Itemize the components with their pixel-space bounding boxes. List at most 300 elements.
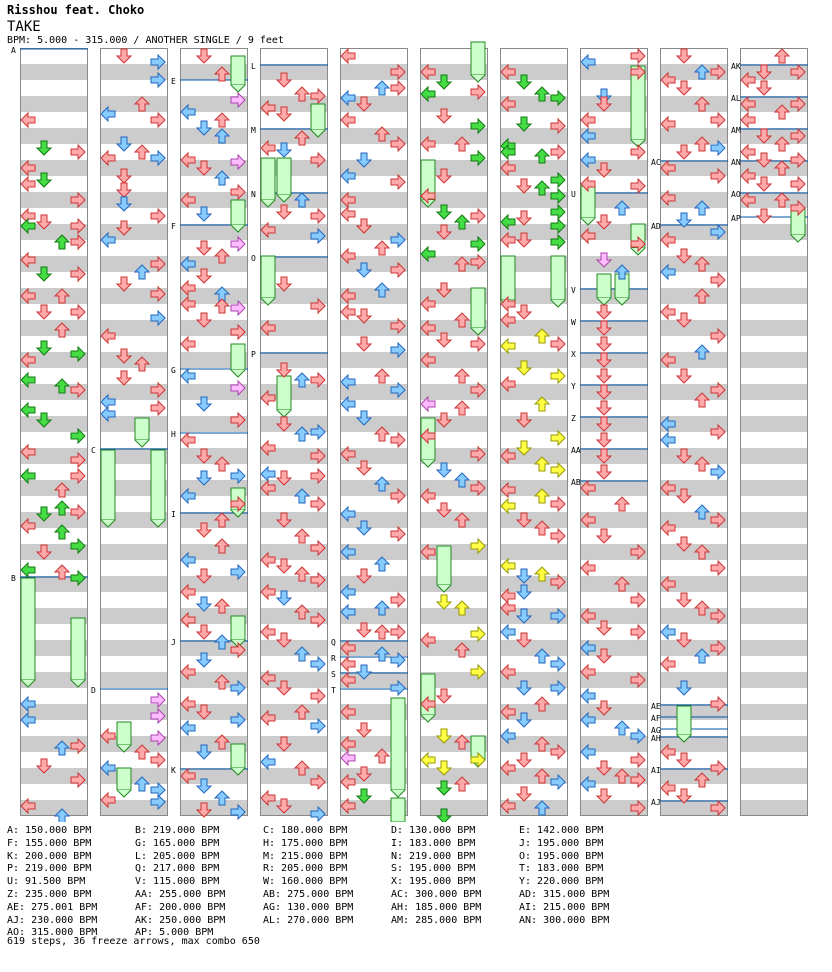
step-arrow (295, 529, 309, 543)
step-arrow (517, 211, 531, 225)
bpm-legend-entry: S: 195.000 BPM (391, 863, 476, 875)
step-arrow (581, 113, 595, 127)
freeze-arrow (311, 104, 325, 130)
step-arrow (471, 209, 485, 223)
step-arrow (181, 721, 195, 735)
step-arrow (215, 113, 229, 127)
bpm-legend-entry: AB: 275.000 BPM (263, 889, 354, 900)
beat-band (660, 544, 728, 560)
beat-band (100, 192, 168, 208)
bpm-change-label: AB (571, 478, 581, 487)
bpm-legend-entry: Y: 220.000 BPM (519, 876, 604, 888)
beat-band (20, 64, 88, 80)
step-arrow (517, 305, 531, 319)
freeze-arrow (231, 56, 245, 85)
step-arrow (661, 657, 675, 671)
step-arrow (197, 625, 211, 639)
step-arrow (501, 559, 515, 573)
bpm-legend-entry: P: 219.000 BPM (7, 863, 92, 875)
step-arrow (261, 625, 275, 639)
bpm-change-label: AI (651, 766, 661, 775)
bpm-legend-entry: C: 180.000 BPM (263, 825, 348, 836)
freeze-arrow (551, 256, 565, 300)
step-arrow (677, 753, 691, 767)
step-arrow (741, 145, 755, 159)
beat-band (180, 128, 248, 144)
freeze-arrow (231, 616, 245, 640)
step-arrow (551, 497, 565, 511)
bpm-change-label: B (11, 574, 16, 583)
step-arrow (501, 339, 515, 353)
step-arrow (711, 273, 725, 287)
beat-band (740, 704, 808, 720)
step-arrow (661, 305, 675, 319)
beat-band (660, 448, 728, 464)
beat-band (420, 576, 488, 592)
freeze-arrow-tail (231, 85, 245, 92)
step-arrow (341, 657, 355, 671)
freeze-arrow (101, 450, 115, 520)
bpm-legend-entry: AE: 275.001 BPM (7, 901, 98, 913)
bpm-legend-entry: AN: 300.000 BPM (519, 914, 610, 926)
beat-band (740, 512, 808, 528)
bpm-change-label: L (251, 62, 256, 71)
beat-band (740, 320, 808, 336)
step-arrow (631, 593, 645, 607)
step-arrow (311, 689, 325, 703)
freeze-arrow (71, 618, 85, 680)
step-arrow (501, 625, 515, 639)
beat-band (500, 640, 568, 656)
freeze-arrow (261, 256, 275, 298)
beat-band (100, 672, 168, 688)
beat-band (500, 416, 568, 432)
step-arrow (151, 113, 165, 127)
freeze-arrow-tail (231, 370, 245, 377)
bpm-legend-entry: F: 155.000 BPM (7, 837, 92, 849)
beat-band (340, 416, 408, 432)
step-arrow (341, 113, 355, 127)
chart-summary: 619 steps, 36 freeze arrows, max combo 650 (7, 936, 260, 947)
step-arrow (391, 433, 405, 447)
freeze-arrow (277, 376, 291, 410)
beat-band (740, 768, 808, 784)
step-arrow (471, 627, 485, 641)
step-arrow (517, 753, 531, 767)
beat-band (20, 128, 88, 144)
step-arrow (311, 497, 325, 511)
bpm-legend-entry: AI: 215.000 BPM (519, 901, 610, 913)
beat-band (500, 352, 568, 368)
freeze-arrow (391, 798, 405, 822)
bpm-change-label: T (331, 686, 336, 695)
beat-band (580, 416, 648, 432)
beat-band (420, 768, 488, 784)
bpm-change-label: F (171, 222, 176, 231)
beat-band (260, 512, 328, 528)
beat-band (580, 288, 648, 304)
bpm-change-label: U (571, 190, 576, 199)
bpm-change-label: AK (731, 62, 741, 71)
freeze-arrow (437, 546, 451, 585)
bpm-change-label: AM (731, 126, 741, 135)
step-arrow (181, 433, 195, 447)
bpm-change-label: Q (331, 638, 336, 647)
bpm-legend-entry: G: 165.000 BPM (135, 837, 220, 849)
bpm-legend-entry: Q: 217.000 BPM (135, 863, 220, 875)
beat-band (740, 672, 808, 688)
beat-band (260, 352, 328, 368)
step-arrow (597, 305, 611, 319)
bpm-change-label: E (171, 77, 176, 86)
step-arrow (711, 113, 725, 127)
bpm-legend-entry: Z: 235.000 BPM (7, 889, 92, 900)
bpm-legend-entry: AD: 315.000 BPM (519, 889, 610, 900)
bpm-change-label: H (171, 430, 176, 439)
step-arrow (277, 591, 291, 605)
step-arrow (661, 625, 675, 639)
step-arrow (791, 177, 805, 191)
beat-band (740, 288, 808, 304)
bpm-legend-entry: AL: 270.000 BPM (263, 914, 354, 926)
step-arrow (375, 81, 389, 95)
beat-band (580, 352, 648, 368)
bpm-legend-entry: A: 150.000 BPM (7, 825, 92, 836)
bpm-change-label: AP (731, 214, 741, 223)
bpm-change-label: D (91, 686, 96, 695)
beat-band (20, 320, 88, 336)
bpm-legend-entry: AJ: 230.000 BPM (7, 914, 98, 926)
freeze-arrow (231, 744, 245, 768)
step-arrow (21, 177, 35, 191)
freeze-arrow (117, 722, 131, 745)
step-arrow (757, 81, 771, 95)
step-arrow (581, 561, 595, 575)
step-arrow (597, 465, 611, 479)
step-arrow (631, 179, 645, 193)
step-arrow (551, 337, 565, 351)
step-arrow (375, 241, 389, 255)
bpm-legend-entry: AO: 315.000 BPM (7, 927, 98, 939)
beat-band (660, 672, 728, 688)
step-arrow (551, 463, 565, 477)
step-arrow (597, 369, 611, 383)
beat-band (100, 128, 168, 144)
step-arrow (37, 305, 51, 319)
song-name: TAKE (7, 19, 41, 35)
step-arrow (357, 623, 371, 637)
beat-band (580, 384, 648, 400)
step-arrow (277, 559, 291, 573)
step-arrow (455, 369, 469, 383)
step-arrow (421, 753, 435, 767)
step-arrow (21, 113, 35, 127)
chart-info: BPM: 5.000 - 315.000 / ANOTHER SINGLE / 9 feet (7, 35, 284, 46)
step-arrow (197, 49, 211, 63)
step-arrow (181, 369, 195, 383)
step-arrow (581, 689, 595, 703)
song-artist-title: Risshou feat. Choko (7, 3, 145, 17)
bpm-change-label: M (251, 126, 256, 135)
freeze-arrow-tail (117, 790, 131, 797)
step-arrow (677, 49, 691, 63)
freeze-arrow-tail (581, 218, 595, 225)
step-arrow (277, 143, 291, 157)
step-arrow (741, 113, 755, 127)
beat-band (740, 352, 808, 368)
step-arrow (677, 593, 691, 607)
beat-band (740, 448, 808, 464)
step-arrow (357, 723, 371, 737)
bpm-change-label: S (331, 670, 336, 679)
freeze-arrow (117, 768, 131, 790)
bpm-change-label: C (91, 446, 96, 455)
step-arrow (151, 401, 165, 415)
bpm-legend-entry: B: 219.000 BPM (135, 825, 220, 836)
beat-band (660, 96, 728, 112)
step-arrow (711, 561, 725, 575)
step-arrow (455, 401, 469, 415)
bpm-legend-entry: N: 219.000 BPM (391, 850, 476, 862)
step-arrow (261, 755, 275, 769)
freeze-arrow (135, 418, 149, 440)
bpm-legend-entry: R: 205.000 BPM (263, 863, 348, 875)
freeze-arrow (231, 200, 245, 225)
bpm-change-label: I (171, 510, 176, 519)
bpm-change-label: V (571, 286, 576, 295)
freeze-arrow-tail (135, 440, 149, 447)
bpm-change-label: AA (571, 446, 581, 455)
bpm-change-label: AD (651, 222, 661, 231)
step-arrow (197, 207, 211, 221)
bpm-legend-entry: K: 200.000 BPM (7, 850, 92, 862)
step-arrow (375, 369, 389, 383)
bpm-change-label: AH (651, 734, 661, 743)
beat-band (100, 416, 168, 432)
bpm-change-label: Z (571, 414, 576, 423)
bpm-legend-entry: J: 195.000 BPM (519, 837, 604, 849)
bpm-change-label: AL (731, 94, 741, 103)
step-arrow (757, 209, 771, 223)
freeze-arrow (471, 288, 485, 328)
bpm-change-label: J (171, 638, 176, 647)
beat-band (580, 320, 648, 336)
beat-band (660, 288, 728, 304)
bpm-change-label: AF (651, 714, 661, 723)
beat-band (740, 480, 808, 496)
beat-band (740, 800, 808, 816)
bpm-legend-entry: E: 142.000 BPM (519, 825, 604, 836)
step-arrow (311, 719, 325, 733)
step-arrow (551, 145, 565, 159)
bpm-legend-entry: AM: 285.000 BPM (391, 914, 482, 926)
bpm-legend-entry: AG: 130.000 BPM (263, 901, 354, 913)
bpm-legend-entry: M: 215.000 BPM (263, 850, 348, 862)
bpm-legend-entry: AP: 5.000 BPM (135, 927, 214, 939)
freeze-arrow (261, 158, 275, 200)
bpm-change-label: A (11, 46, 16, 55)
step-arrow (711, 465, 725, 479)
bpm-change-label: O (251, 254, 256, 263)
step-arrow (311, 657, 325, 671)
step-arrow (661, 433, 675, 447)
bpm-legend-entry: L: 205.000 BPM (135, 850, 220, 862)
step-arrow (341, 207, 355, 221)
bpm-legend-entry: D: 130.000 BPM (391, 825, 476, 836)
beat-band (500, 544, 568, 560)
bpm-legend-entry: V: 115.000 BPM (135, 876, 220, 888)
step-arrow (677, 81, 691, 95)
beat-band (740, 384, 808, 400)
freeze-arrow-tail (391, 790, 405, 797)
freeze-arrow (501, 256, 515, 300)
beat-band (580, 448, 648, 464)
step-arrow (117, 371, 131, 385)
bpm-legend-entry: W: 160.000 BPM (263, 876, 348, 888)
beat-band (260, 64, 328, 80)
bpm-legend-entry: AH: 185.000 BPM (391, 901, 482, 913)
beat-band (580, 576, 648, 592)
step-arrow (341, 751, 355, 765)
bpm-legend-entry: I: 183.000 BPM (391, 837, 476, 849)
freeze-arrow (597, 274, 611, 298)
bpm-legend-entry: AF: 200.000 BPM (135, 901, 226, 913)
step-arrow (21, 563, 35, 577)
step-arrow (151, 209, 165, 223)
step-arrow (391, 81, 405, 95)
step-arrow (391, 593, 405, 607)
step-arrow (597, 337, 611, 351)
bpm-change-label: W (571, 318, 576, 327)
bpm-legend-entry: T: 183.000 BPM (519, 863, 604, 875)
freeze-arrow (391, 698, 405, 790)
beat-band (740, 416, 808, 432)
step-arrow (597, 401, 611, 415)
beat-band (100, 576, 168, 592)
beat-band (260, 736, 328, 752)
freeze-arrow (677, 706, 691, 735)
bpm-legend-entry: H: 175.000 BPM (263, 837, 348, 849)
step-arrow (631, 49, 645, 63)
step-arrow (677, 369, 691, 383)
step-arrow (357, 337, 371, 351)
step-arrow (437, 595, 451, 609)
beat-band (180, 448, 248, 464)
freeze-arrow (21, 578, 35, 680)
step-arrow (551, 369, 565, 383)
beat-band (100, 96, 168, 112)
beat-band (260, 640, 328, 656)
bpm-legend-entry: O: 195.000 BPM (519, 850, 604, 862)
beat-band (100, 608, 168, 624)
step-arrow (551, 657, 565, 671)
step-arrow (757, 177, 771, 191)
step-arrow (631, 145, 645, 159)
beat-band (740, 640, 808, 656)
beat-band (100, 352, 168, 368)
bpm-change-label: AC (651, 158, 661, 167)
step-arrow (341, 305, 355, 319)
bpm-change-label: P (251, 350, 256, 359)
step-arrow (437, 463, 451, 477)
step-arrow (151, 753, 165, 767)
step-arrow (391, 625, 405, 639)
bpm-legend-entry: U: 91.500 BPM (7, 876, 86, 888)
bpm-change-label: AG (651, 726, 661, 735)
step-arrow (117, 49, 131, 63)
freeze-arrow (231, 344, 245, 370)
step-arrow (197, 241, 211, 255)
bpm-legend-entry: AK: 250.000 BPM (135, 914, 226, 926)
bpm-change-label: Y (571, 382, 576, 391)
step-arrow (551, 529, 565, 543)
step-arrow (615, 497, 629, 511)
beat-band (740, 544, 808, 560)
step-arrow (341, 49, 355, 63)
bpm-change-label: R (331, 654, 336, 663)
beat-band (20, 96, 88, 112)
step-arrow (135, 145, 149, 159)
bpm-change-label: N (251, 190, 256, 199)
step-arrow (181, 337, 195, 351)
step-arrow (391, 175, 405, 189)
step-arrow (551, 431, 565, 445)
bpm-change-label: AO (731, 190, 741, 199)
step-arrow (391, 527, 405, 541)
step-arrow (597, 529, 611, 543)
beat-band (100, 544, 168, 560)
beat-band (500, 512, 568, 528)
step-arrow (437, 689, 451, 703)
beat-band (740, 736, 808, 752)
beat-band (580, 256, 648, 272)
step-arrow (375, 625, 389, 639)
step-arrow (261, 467, 275, 481)
freeze-arrow (277, 158, 291, 195)
bpm-legend-entry: AA: 255.000 BPM (135, 889, 226, 900)
step-arrow (615, 721, 629, 735)
bpm-legend-entry: AC: 300.000 BPM (391, 889, 482, 900)
bpm-change-label: K (171, 766, 176, 775)
bpm-change-label: AE (651, 702, 661, 711)
step-arrow (631, 625, 645, 639)
freeze-arrow (471, 42, 485, 75)
bpm-change-label: G (171, 366, 176, 375)
step-arrow (517, 787, 531, 801)
beat-band (740, 576, 808, 592)
beat-band (420, 512, 488, 528)
step-arrow (311, 209, 325, 223)
bpm-change-label: AN (731, 158, 741, 167)
freeze-arrow (151, 450, 165, 520)
step-arrow (501, 499, 515, 513)
step-arrow (677, 145, 691, 159)
step-arrow (631, 753, 645, 767)
step-arrow (471, 337, 485, 351)
bpm-change-label: X (571, 350, 576, 359)
step-arrow (597, 433, 611, 447)
beat-band (740, 608, 808, 624)
step-arrow (517, 179, 531, 193)
bpm-legend-entry: X: 195.000 BPM (391, 876, 476, 888)
bpm-change-label: AJ (651, 798, 661, 807)
beat-band (100, 640, 168, 656)
beat-band (420, 800, 488, 816)
step-arrow (71, 305, 85, 319)
beat-band (740, 256, 808, 272)
step-arrow (21, 403, 35, 417)
step-arrow (775, 49, 789, 63)
